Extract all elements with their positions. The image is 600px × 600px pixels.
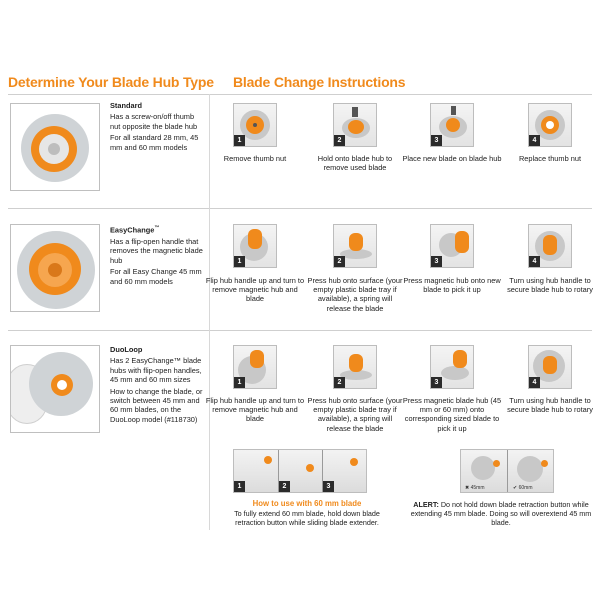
step-image: 1 [233, 345, 277, 389]
step-caption: Flip hub handle up and turn to remove magnetic hub and blade [205, 396, 305, 424]
60mm-note-text: To fully extend 60 mm blade, hold down blade retraction button while sliding blade extender. [234, 509, 380, 527]
step-caption: Turn using hub handle to secure blade hub to rotary [507, 276, 593, 295]
step-image: 3 [430, 345, 474, 389]
standard-description: Standard Has a screw-on/off thumb nut opposite the blade hub For all standard 28 mm, 45 mm and 60 mm models [110, 101, 206, 154]
60mm-blade-photo-strip: 1 2 3 [233, 449, 367, 493]
top-divider [8, 94, 592, 95]
step-caption: Turn using hub handle to secure blade hub to rotary [507, 396, 593, 415]
step-image: 4 [528, 103, 572, 147]
standard-hub-photo [10, 103, 100, 191]
duoloop-hub-photo [10, 345, 100, 433]
step-image: 3 [430, 103, 474, 147]
step-caption: Remove thumb nut [223, 154, 287, 163]
step-caption: Press magnetic blade hub (45 mm or 60 mm) onto corresponding sized blade to pick it up [402, 396, 502, 433]
step-caption: Press magnetic hub onto new blade to pick it up [403, 276, 501, 295]
alert-label-60mm: ✔ 60mm [513, 485, 533, 491]
step-image [233, 103, 277, 147]
step-image: 4 [528, 345, 572, 389]
step-number: 1 [234, 135, 245, 146]
step-caption: Hold onto blade hub to remove used blade [317, 154, 393, 173]
hub-type-name: Standard [110, 101, 143, 110]
60mm-note-title: How to use with 60 mm blade [252, 499, 362, 508]
hub-type-heading: Determine Your Blade Hub Type [8, 74, 214, 90]
step-caption: Press hub onto surface (your empty plastic blade tray if available), a spring will release the blade [307, 276, 403, 313]
row-divider-2 [8, 330, 592, 331]
row-divider-1 [8, 208, 592, 209]
step-caption: Replace thumb nut [518, 154, 582, 163]
duoloop-description: DuoLoop Has 2 EasyChange™ blade hubs with flip-open handles, 45 mm and 60 mm sizes How to change the blade, or switch between 45 mm and 60 mm blades, on the DuoLoop model (#118730) [110, 345, 203, 424]
alert-photo-strip [460, 449, 554, 493]
easychange-hub-photo [10, 224, 100, 312]
step-image: 2 [333, 103, 377, 147]
alert-note: ALERT: Do not hold down blade retraction button while extending 45 mm blade. Doing so will overextend 45 mm blade. [410, 500, 592, 527]
step-caption: Place new blade on blade hub [402, 154, 502, 163]
step-image: 3 [430, 224, 474, 268]
step-image: 2 [333, 345, 377, 389]
alert-label-45mm: ✖ 45mm [465, 485, 485, 491]
step-image: 2 [333, 224, 377, 268]
step-caption: Press hub onto surface (your empty plastic blade tray if available), a spring will release the blade [307, 396, 403, 433]
step-image: 1 [233, 224, 277, 268]
step-caption: Flip hub handle up and turn to remove magnetic hub and blade [205, 276, 305, 304]
step-image: 4 [528, 224, 572, 268]
easychange-description: EasyChange™ Has a flip-open handle that removes the magnetic blade hub For all Easy Change 45 mm and 60 mm models [110, 225, 203, 286]
blade-change-heading: Blade Change Instructions [233, 74, 406, 90]
